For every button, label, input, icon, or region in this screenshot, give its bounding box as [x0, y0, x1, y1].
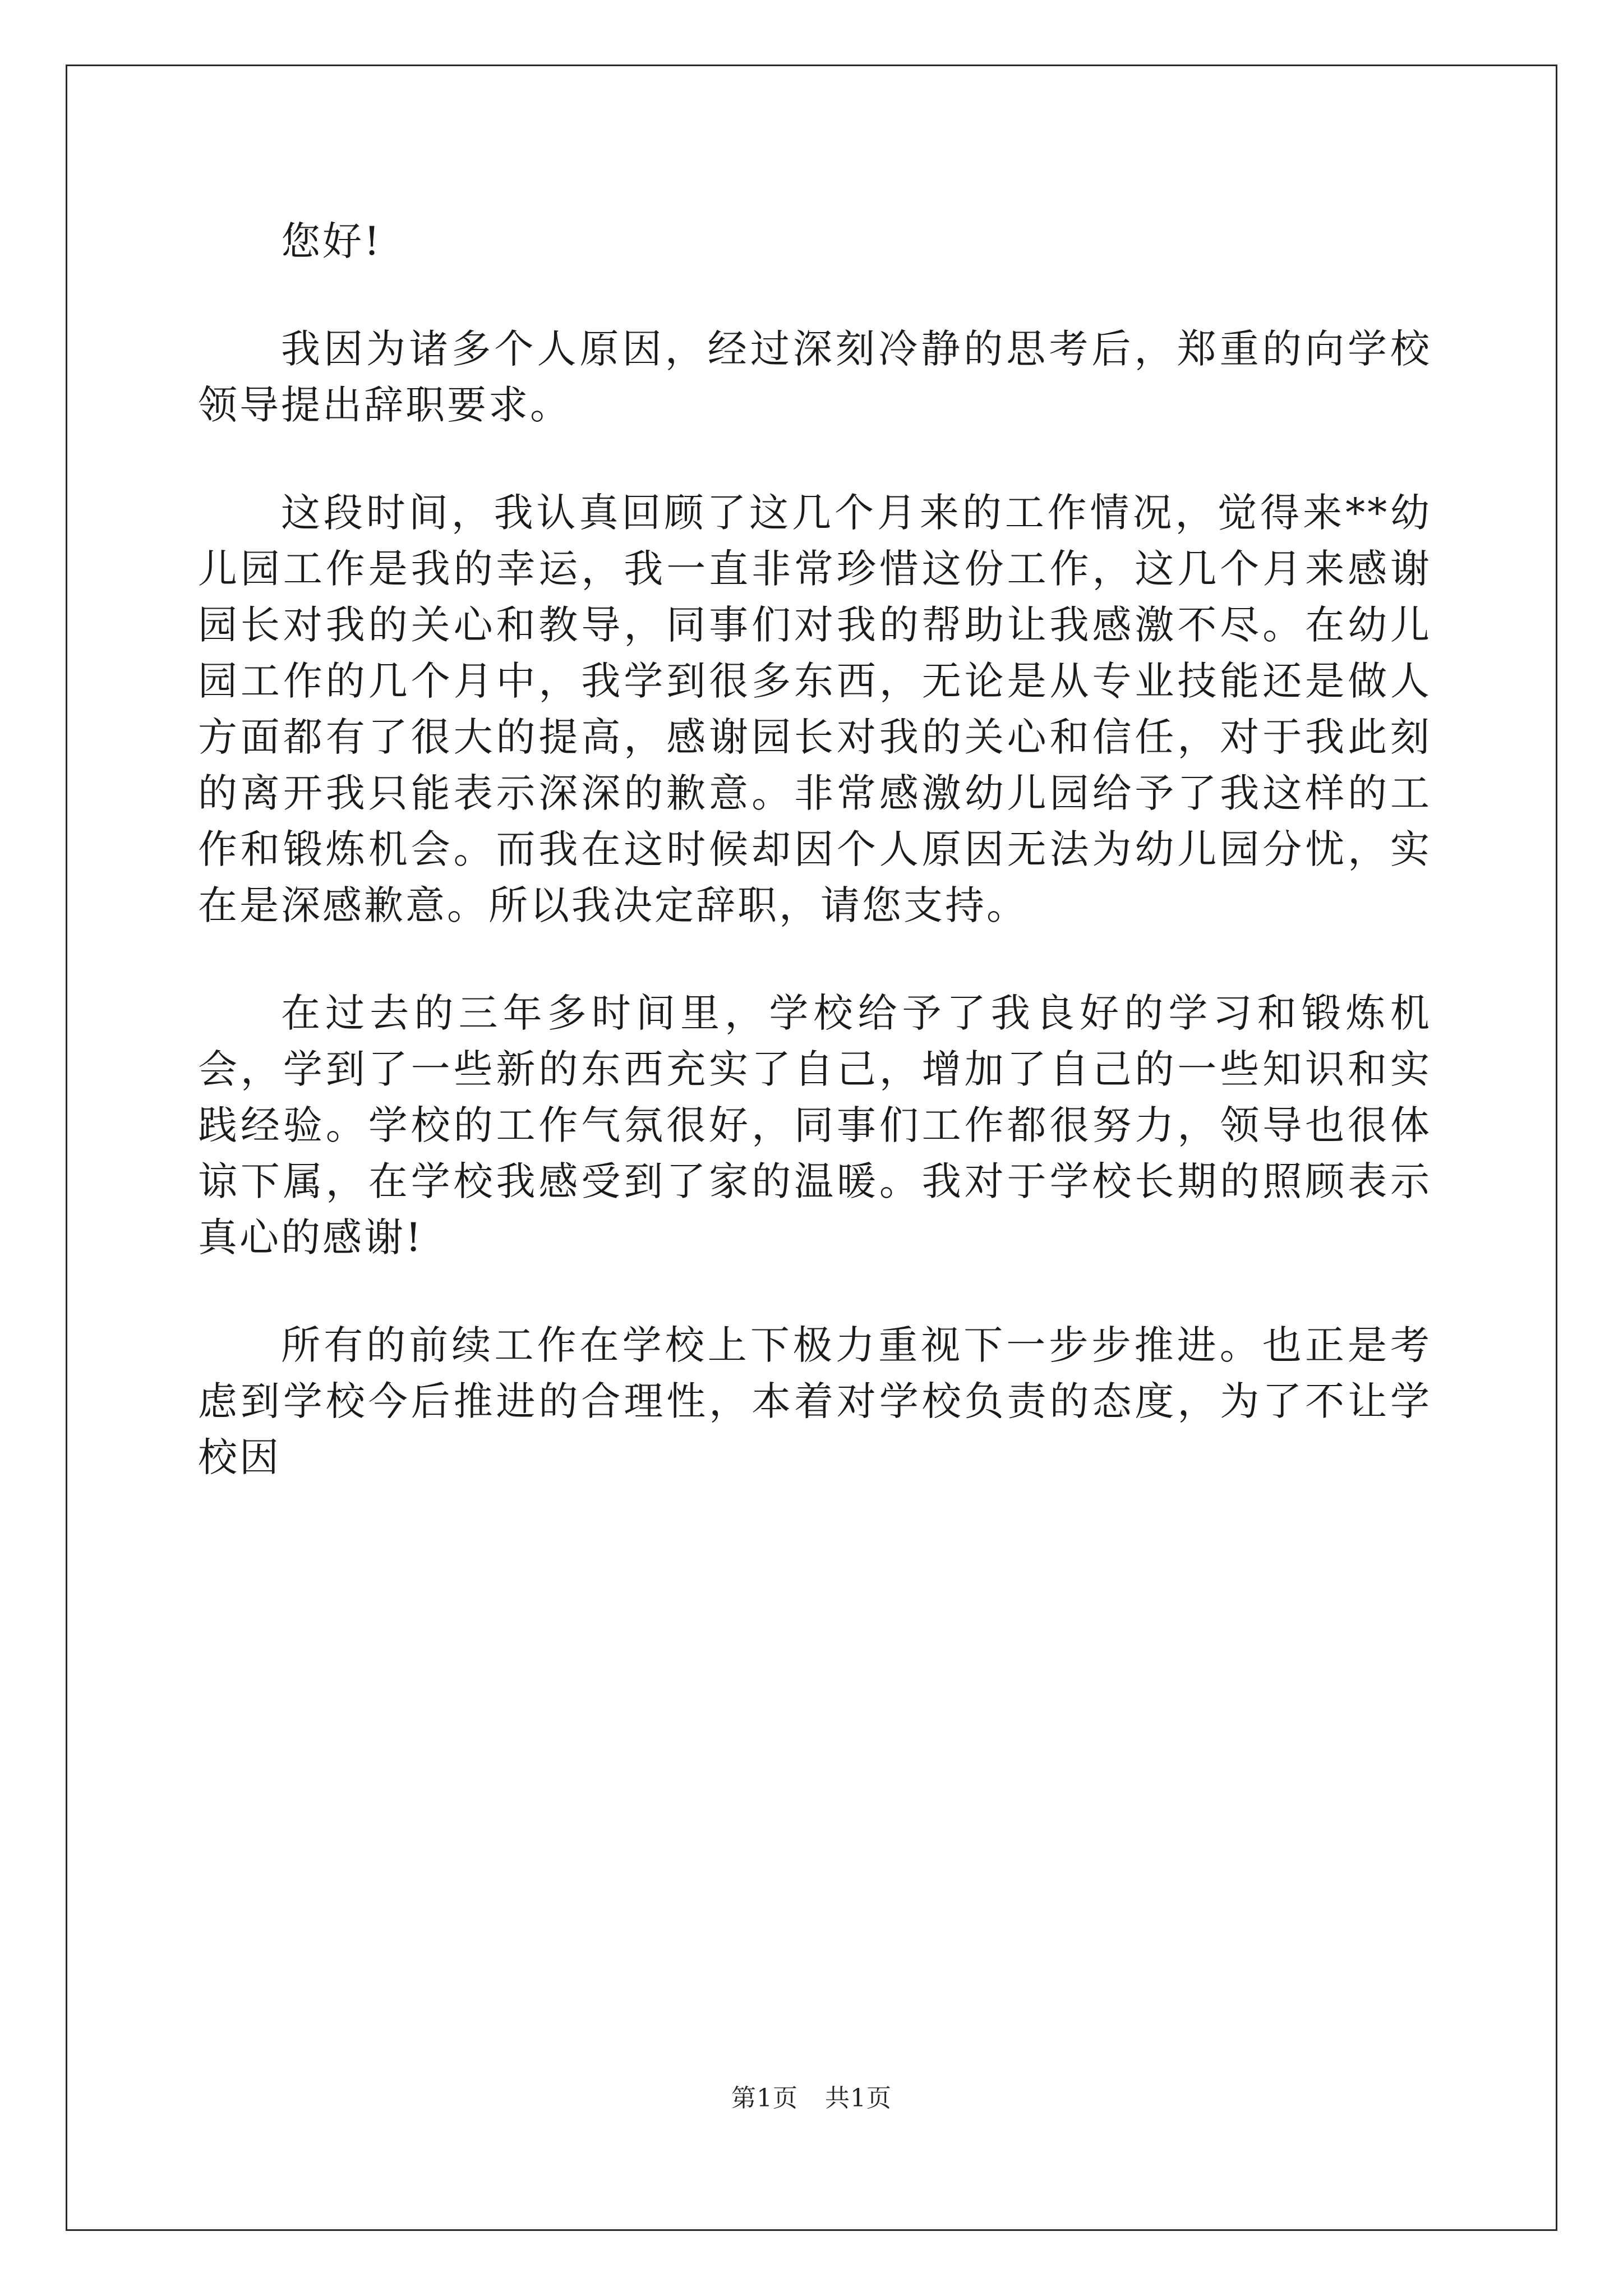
paragraph-gratitude: 这段时间，我认真回顾了这几个月来的工作情况，觉得来**幼儿园工作是我的幸运，我一直非常珍惜这份工作，这几个月来感谢园长对我的关心和教导，同事们对我的帮助让我感激不尽。在幼儿园工作的几个月中，我学到很多东西，无论是从专业技能还是做人方面都有了很大的提高，感谢园长对我的关心和信任，对于我此刻的离开我只能表示深深的歉意。非常感激幼儿园给予了我这样的工作和锻炼机会。而我在这时候却因个人原因无法为幼儿园分忧，实在是深感歉意。所以我决定辞职，请您支持。 [198, 490, 1432, 928]
paragraph-reason: 我因为诸多个人原因，经过深刻冷静的思考后，郑重的向学校领导提出辞职要求。 [198, 326, 1432, 428]
page-footer [0, 2083, 1623, 2114]
page-number: 第1页 [731, 2084, 798, 2113]
page-total: 共1页 [825, 2084, 892, 2113]
salutation: 您好! [281, 218, 382, 264]
letter-body [198, 213, 1432, 1537]
paragraph-school-years: 在过去的三年多时间里，学校给予了我良好的学习和锻炼机会，学到了一些新的东西充实了自己，增加了自己的一些知识和实践经验。学校的工作气氛很好，同事们工作都很努力，领导也很体谅下属，在学校我感受到了家的温暖。我对于学校长期的照顾表示真心的感谢! [198, 990, 1432, 1260]
paragraph-continuation: 所有的前续工作在学校上下极力重视下一步步推进。也正是考虑到学校今后推进的合理性，本着对学校负责的态度，为了不让学校因 [198, 1322, 1432, 1480]
